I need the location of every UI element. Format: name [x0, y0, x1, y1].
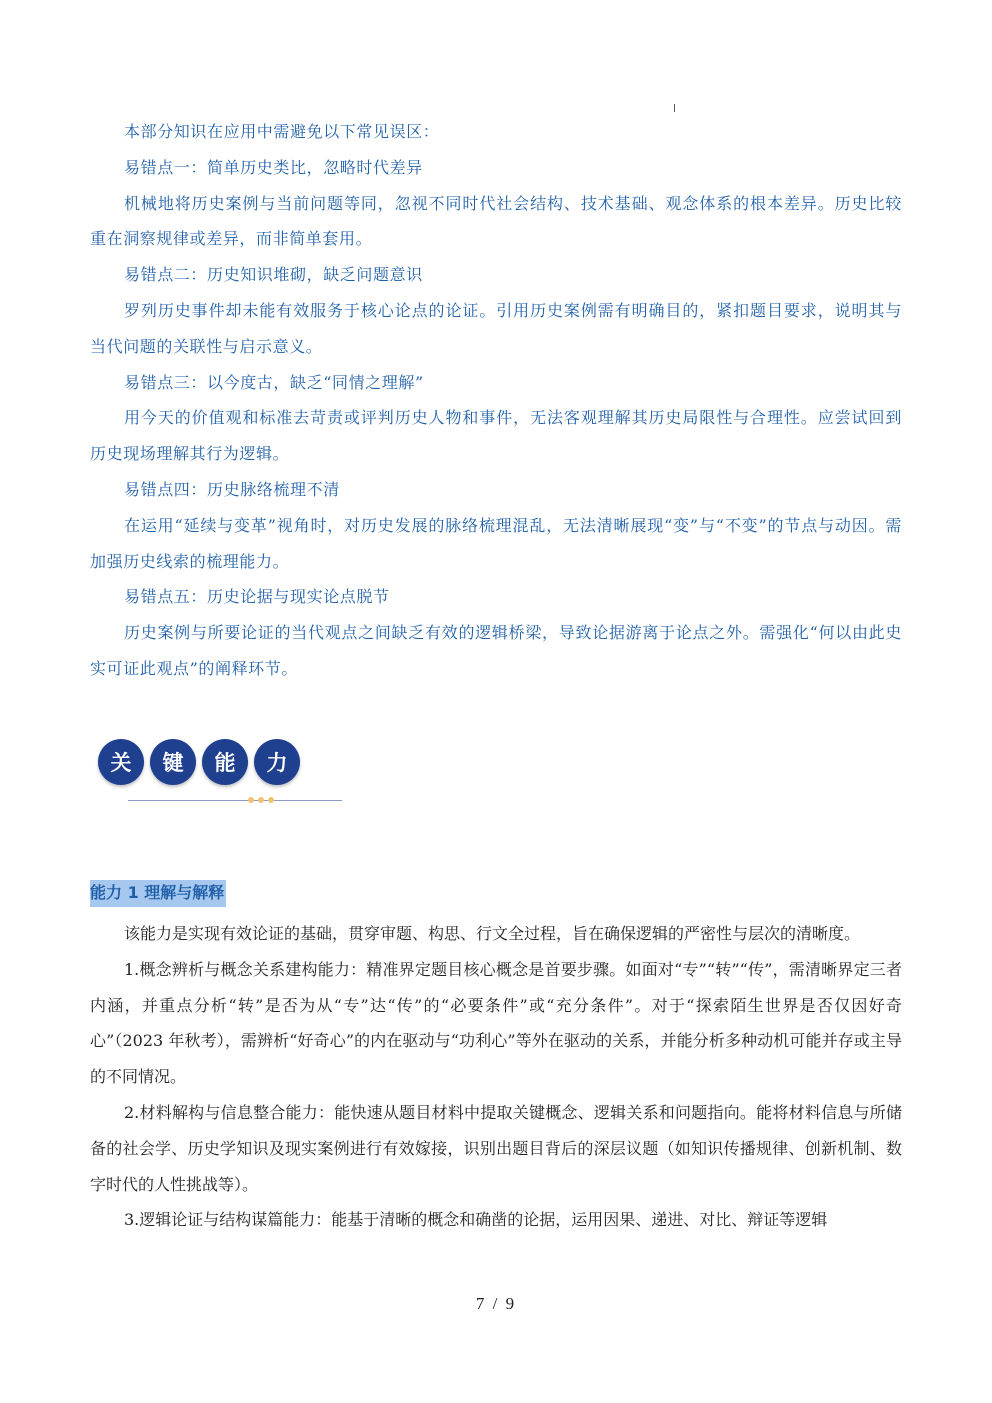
section-paragraph-4: 3.逻辑论证与结构谋篇能力：能基于清晰的概念和确凿的论据，运用因果、递进、对比、辩证等逻辑 — [124, 1210, 828, 1230]
section-body — [90, 916, 902, 1238]
section-paragraph-1: 该能力是实现有效论证的基础，贯穿审题、构思、行文全过程，旨在确保逻辑的严密性与层次的清晰度。 — [124, 924, 861, 943]
banner-char-4: 力 — [254, 739, 300, 785]
key-ability-banner — [98, 739, 308, 809]
stray-mark — [674, 104, 675, 112]
misconception-text-1: 机械地将历史案例与当前问题等同，忽视不同时代社会结构、技术基础、观念体系的根本差异。历史比较重在洞察规律或差异，而非简单套用。 — [90, 193, 902, 249]
section-heading-wrap — [90, 880, 226, 907]
banner-char-1: 关 — [98, 739, 144, 785]
misconception-text-2: 罗列历史事件却未能有效服务于核心论点的论证。引用历史案例需有明确目的，紧扣题目要求，说明其与当代问题的关联性与启示意义。 — [90, 300, 902, 356]
misconception-title-1: 易错点一：简单历史类比，忽略时代差异 — [124, 157, 423, 177]
section-heading: 能力 1 理解与解释 — [90, 880, 226, 907]
banner-dot — [248, 797, 254, 803]
misconception-text-3: 用今天的价值观和标准去苛责或评判历史人物和事件，无法客观理解其历史局限性与合理性。应尝试回到历史现场理解其行为逻辑。 — [90, 408, 902, 464]
misconception-text-4: 在运用“延续与变革”视角时，对历史发展的脉络梳理混乱，无法清晰展现“变”与“不变”的节点与动因。需加强历史线索的梳理能力。 — [90, 515, 902, 571]
section-paragraph-3: 2.材料解构与信息整合能力：能快速从题目材料中提取关键概念、逻辑关系和问题指向。能将材料信息与所储备的社会学、历史学知识及现实案例进行有效嫁接，识别出题目背后的深层议题（如知识传播规律、创新机制、数字时代的人性挑战等）。 — [90, 1102, 902, 1194]
page-number: 7 / 9 — [475, 1294, 517, 1313]
section-paragraph-2: 1.概念辨析与概念关系建构能力：精准界定题目核心概念是首要步骤。如面对“专”“转”“传”，需清晰界定三者内涵，并重点分析“转”是否为从“专”达“传”的“必要条件”或“充分条件”。对于“探索陌生世界是否仅因好奇心”（2023 年秋考），需辨析“好奇心”的内在驱动与“功利心”等外在驱动的关系，并能分析多种动机可能并存或主导的不同情况。 — [90, 959, 902, 1087]
banner-char-3: 能 — [202, 739, 248, 785]
misconception-text-5: 历史案例与所要论证的当代观点之间缺乏有效的逻辑桥梁，导致论据游离于论点之外。需强化“何以由此史实可证此观点”的阐释环节。 — [90, 623, 902, 678]
misconceptions-section — [90, 114, 902, 687]
misconceptions-intro: 本部分知识在应用中需避免以下常见误区： — [124, 122, 440, 141]
banner-char-2: 键 — [150, 739, 196, 785]
misconception-title-4: 易错点四：历史脉络梳理不清 — [124, 479, 340, 499]
banner-dot — [258, 797, 264, 803]
misconception-title-3: 易错点三：以今度古，缺乏“同情之理解” — [124, 372, 424, 392]
misconception-title-5: 易错点五：历史论据与现实论点脱节 — [124, 587, 390, 607]
banner-dots — [248, 797, 274, 803]
banner-underline — [128, 800, 342, 801]
misconception-title-2: 易错点二：历史知识堆砌，缺乏问题意识 — [124, 265, 423, 285]
banner-dot — [268, 797, 274, 803]
